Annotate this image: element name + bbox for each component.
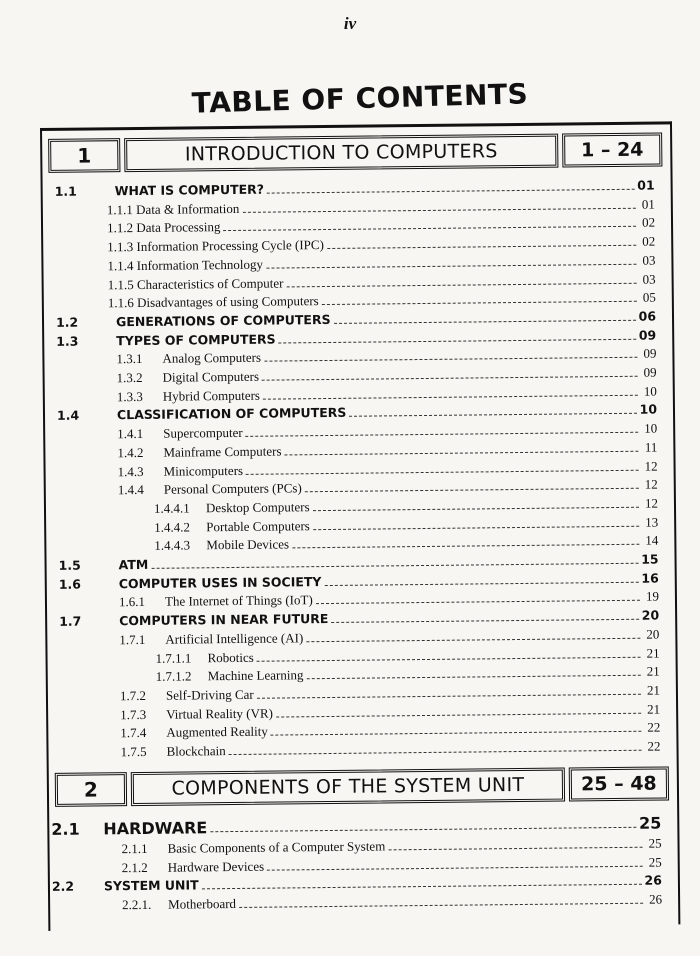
entry-title: Blockchain <box>166 743 226 759</box>
chapter-number: 2 <box>55 772 127 807</box>
entry-page: 12 <box>644 458 658 474</box>
entry-title: Hybrid Computers <box>162 387 261 404</box>
entry-title: Self-Driving Car <box>165 686 254 703</box>
chapter-title: INTRODUCTION TO COMPUTERS <box>124 134 558 173</box>
entry-title: COMPUTER USES IN SOCIETY <box>118 573 322 591</box>
chapter-header <box>48 132 662 172</box>
entry-number: 1.3.1 <box>116 351 143 367</box>
entry-page: 21 <box>647 701 661 717</box>
entry-page: 10 <box>644 420 658 436</box>
entry-page: 20 <box>641 607 660 623</box>
entry-number: 1.7.2 <box>119 687 147 704</box>
page-title: TABLE OF CONTENTS <box>191 77 529 120</box>
entry-page: 25 <box>648 854 662 870</box>
entry-number: 1.7 <box>59 613 82 629</box>
entry-title: Machine Learning <box>207 667 304 684</box>
dot-leader <box>284 451 638 456</box>
entry-title: Supercomputer <box>163 424 243 441</box>
dot-leader <box>305 488 639 492</box>
chapter-title: COMPONENTS OF THE SYSTEM UNIT <box>131 768 565 807</box>
entry-title: CLASSIFICATION OF COMPUTERS <box>116 405 347 423</box>
entry-number: 1.7.1.1 <box>155 649 192 666</box>
entry-page: 05 <box>642 289 656 305</box>
entry-title: 1.1.1 Data & Information <box>106 200 240 217</box>
dot-leader <box>229 750 642 755</box>
entry-page: 09 <box>643 364 657 380</box>
entry-page: 15 <box>641 551 659 567</box>
entry-number: 2.1.1 <box>121 840 148 857</box>
entry-title: Motherboard <box>168 896 237 912</box>
entry-number: 2.1.2 <box>121 859 148 875</box>
entry-number: 1.7.1 <box>119 631 146 647</box>
entry-page: 02 <box>641 214 656 231</box>
dot-leader <box>257 656 641 661</box>
dot-leader <box>306 675 640 680</box>
dot-leader <box>239 903 643 908</box>
entry-number: 1.7.5 <box>120 743 147 760</box>
dot-leader <box>279 338 636 343</box>
entry-number: 1.3 <box>56 333 79 349</box>
entry-number: 1.4.3 <box>117 463 144 479</box>
entry-number: 1.1 <box>54 183 77 199</box>
dot-leader <box>286 282 636 287</box>
dot-leader <box>271 731 642 736</box>
entry-title: Desktop Computers <box>205 499 310 516</box>
entry-page: 09 <box>643 345 657 361</box>
entry-page: 13 <box>645 514 659 530</box>
dot-leader <box>267 865 643 870</box>
entry-page: 26 <box>644 872 662 889</box>
dot-leader <box>313 525 639 529</box>
entry-page: 21 <box>646 645 660 661</box>
dot-leader <box>388 847 642 851</box>
dot-leader <box>306 638 640 642</box>
entry-title: SYSTEM UNIT <box>103 877 199 894</box>
entry-number: 1.6.1 <box>118 594 146 610</box>
entry-page: 21 <box>646 682 660 698</box>
entry-number: 1.4.4.2 <box>154 519 191 535</box>
entry-page: 26 <box>649 891 663 907</box>
entry-number: 1.7.4 <box>120 725 147 741</box>
entry-page: 16 <box>641 570 659 586</box>
entry-page: 25 <box>648 835 662 851</box>
entry-page: 22 <box>647 719 661 735</box>
entry-title: Analog Computers <box>162 349 262 367</box>
entry-page: 20 <box>646 626 660 642</box>
entry-page: 25 <box>638 813 662 833</box>
entry-title: Digital Computers <box>162 368 260 385</box>
dot-leader <box>324 581 638 585</box>
entry-title: COMPUTERS IN NEAR FUTURE <box>119 611 329 629</box>
dot-leader <box>210 827 636 832</box>
dot-leader <box>267 189 634 194</box>
entry-number: 2.1 <box>51 819 80 839</box>
entry-title: Augmented Reality <box>166 723 268 741</box>
entry-title: HARDWARE <box>103 818 208 839</box>
entry-title: 1.1.4 Information Technology <box>107 256 264 274</box>
entry-page: 11 <box>644 439 658 455</box>
dot-leader <box>322 301 637 305</box>
entry-page: 09 <box>638 327 657 343</box>
dot-leader <box>257 694 641 699</box>
entry-title: Virtual Reality (VR) <box>166 705 274 722</box>
entry-number: 1.4.4.1 <box>153 500 190 516</box>
entry-title: The Internet of Things (IoT) <box>164 592 313 610</box>
entry-page: 10 <box>639 401 658 418</box>
chapter-page-range: 1 – 24 <box>562 132 662 167</box>
dot-leader <box>331 619 638 623</box>
entry-title: Hardware Devices <box>167 858 265 875</box>
entry-page: 01 <box>637 177 655 193</box>
entry-page: 12 <box>644 495 659 511</box>
dot-leader <box>262 376 638 381</box>
chapter-page-range: 25 – 48 <box>569 766 669 801</box>
entry-number: 1.7.3 <box>120 706 147 722</box>
entry-page: 21 <box>646 663 660 679</box>
entry-page: 10 <box>643 383 657 399</box>
entry-number: 1.4 <box>56 407 80 424</box>
entry-title: Artificial Intelligence (AI) <box>165 630 304 647</box>
dot-leader <box>263 394 638 399</box>
dot-leader <box>264 357 637 362</box>
toc-frame <box>40 121 680 931</box>
entry-title: WHAT IS COMPUTER? <box>114 181 265 199</box>
entry-page: 06 <box>638 308 657 324</box>
entry-number: 2.2 <box>51 879 75 895</box>
entry-title: Robotics <box>207 649 254 665</box>
entry-page: 22 <box>647 738 661 754</box>
dot-leader <box>276 712 641 717</box>
entry-title: 1.1.5 Characteristics of Computer <box>107 274 284 292</box>
entry-page: 14 <box>645 532 659 548</box>
entry-page: 19 <box>645 588 660 605</box>
dot-leader <box>349 413 636 417</box>
entry-page: 12 <box>644 476 658 492</box>
page-number: iv <box>343 14 357 33</box>
entry-number: 1.2 <box>55 314 79 330</box>
chapter-header <box>55 766 669 806</box>
entry-number: 1.4.4.3 <box>154 537 191 554</box>
entry-page: 03 <box>642 271 656 287</box>
entry-title: Basic Components of a Computer System <box>167 838 386 856</box>
entry-page: 02 <box>642 233 656 249</box>
entry-number: 1.3.2 <box>116 369 143 386</box>
entry-title: Mainframe Computers <box>163 443 282 460</box>
entry-title: 1.1.2 Data Processing <box>106 219 221 236</box>
entry-number: 1.4.2 <box>117 444 144 461</box>
entry-title: ATM <box>118 556 149 573</box>
entry-title: Portable Computers <box>206 517 310 534</box>
entry-number: 1.4.1 <box>117 426 144 442</box>
dot-leader <box>316 600 640 604</box>
entry-title: 1.1.6 Disadvantages of using Computers <box>107 293 319 311</box>
entry-number: 1.3.3 <box>116 388 143 404</box>
dot-leader <box>313 507 639 511</box>
entry-number: 1.5 <box>58 557 81 573</box>
entry-number: 2.2.1. <box>122 896 152 913</box>
entry-title: GENERATIONS OF COMPUTERS <box>115 311 331 330</box>
entry-number: 1.7.1.2 <box>155 668 192 685</box>
entry-title: Minicomputers <box>163 462 244 479</box>
chapter-number: 1 <box>48 138 120 173</box>
entry-title: 1.1.3 Information Processing Cycle (IPC) <box>107 237 324 255</box>
dot-leader <box>334 320 636 324</box>
entry-number: 1.6 <box>58 576 82 592</box>
entry-number: 1.4.4 <box>117 482 144 498</box>
dot-leader <box>292 544 639 549</box>
dot-leader <box>327 245 636 249</box>
entry-title: Mobile Devices <box>206 536 290 553</box>
entry-title: Personal Computers (PCs) <box>163 480 302 497</box>
entry-page: 03 <box>642 252 656 268</box>
dot-leader <box>266 264 636 269</box>
entry-title: TYPES OF COMPUTERS <box>116 331 276 348</box>
entry-page: 01 <box>641 196 655 212</box>
